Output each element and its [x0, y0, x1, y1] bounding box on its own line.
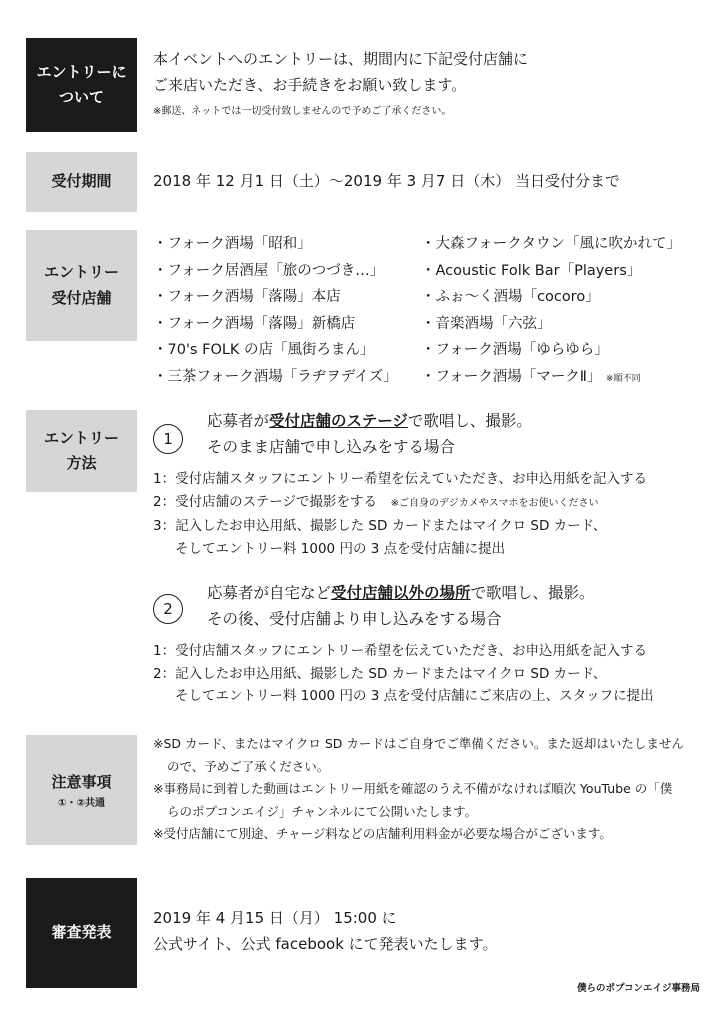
label-stores-line2: 受付店舗 [51, 288, 112, 307]
label-entry [26, 38, 137, 132]
entry-note: ※郵送、ネットでは一切受付致しませんので予めご了承ください。 [153, 106, 452, 117]
period-text: 2018 年 12 月1 日（土）〜2019 年 3 月7 日（木） 当日受付分まで [153, 172, 620, 190]
store-item: ・音楽酒場「六弦」 [421, 315, 552, 332]
store-item: ・ふぉ〜く酒場「cocoro」 [421, 289, 600, 306]
method2-line2: その後、受付店舗より申し込みをする場合 [207, 610, 502, 628]
store-item: ・フォーク酒場「ゆらゆら」 [421, 342, 609, 359]
method2-emph: 受付店舗以外の場所 [331, 584, 471, 602]
method2-heading [207, 580, 595, 632]
label-notes [26, 735, 137, 845]
method1-pre: 応募者が [207, 412, 270, 430]
method1-step2: 2：受付店舗のステージで撮影をする [153, 493, 378, 510]
entry-line2: ご来店いただき、お手続きをお願い致します。 [153, 76, 467, 94]
method1-steps [153, 468, 647, 560]
entry-line1: 本イベントへのエントリーは、期間内に下記受付店舗に [153, 50, 529, 68]
label-notes-text: 注意事項 [51, 772, 112, 791]
label-method-line1: エントリー [43, 428, 119, 447]
label-announce [26, 878, 137, 988]
method2-pre: 応募者が自宅など [207, 584, 332, 602]
label-notes-sub: ①・②共通 [58, 798, 105, 810]
label-announce-text: 審査発表 [51, 923, 112, 942]
method-content [153, 408, 708, 708]
store-item-text: ・フォーク酒場「マークⅡ」 [421, 368, 602, 385]
label-period-text: 受付期間 [51, 172, 112, 191]
label-stores-line1: エントリー [43, 263, 119, 281]
method1-post: で歌唱し、撮影。 [407, 412, 532, 430]
stores-left-column [153, 231, 398, 391]
stores-list [153, 231, 708, 396]
note2b: らのポプコンエイジ」チャンネルにて公開いたします。 [167, 803, 478, 819]
method1-emph: 受付店舗のステージ [269, 412, 408, 430]
method2-step2b: そしてエントリー料 1000 円の 3 点を受付店舗にご来店の上、スタッフに提出 [175, 688, 654, 704]
method2-step2a: 2：記入したお申込用紙、撮影した SD カードまたはマイクロ SD カード、 [153, 665, 607, 682]
order-note: ※順不同 [606, 373, 641, 384]
method1-step1: 1：受付店舗スタッフにエントリー希望を伝えていただき、お申込用紙を記入する [153, 471, 648, 487]
method1-heading [207, 408, 532, 460]
store-item: ・三茶フォーク酒場「ラヂヲデイズ」 [153, 368, 398, 385]
label-entry-line2: ついて [58, 88, 104, 106]
method2-steps [153, 640, 654, 708]
method2-step1: 1：受付店舗スタッフにエントリー希望を伝えていただき、お申込用紙を記入する [153, 643, 648, 659]
method2-post: で歌唱し、撮影。 [470, 584, 595, 602]
store-item: ・フォーク酒場「落陽」新橋店 [153, 315, 356, 332]
method1-step3a: 3：記入したお申込用紙、撮影した SD カードまたはマイクロ SD カード、 [153, 518, 607, 534]
label-stores [26, 230, 137, 341]
announce-line1: 2019 年 4 月15 日（月） 15:00 に [153, 909, 397, 927]
notes-content [153, 733, 708, 846]
store-item: ・フォーク酒場「落陽」本店 [153, 289, 341, 306]
store-item [421, 364, 681, 393]
announce-content [153, 905, 708, 957]
note2a: ※事務局に到着した動画はエントリー用紙を確認のうえ不備がなければ順次 YouTube の「僕 [153, 781, 673, 796]
method2-number: 2 [153, 594, 183, 624]
label-method-line2: 方法 [66, 454, 97, 472]
stores-right-column [421, 231, 681, 393]
note3: ※受付店舗にて別途、チャージ料などの店舗利用料金が必要な場合がございます。 [153, 826, 612, 841]
store-item: ・フォーク酒場「昭和」 [153, 236, 312, 252]
method1-step3b: そしてエントリー料 1000 円の 3 点を受付店舗に提出 [175, 540, 506, 557]
announce-line2: 公式サイト、公式 facebook にて発表いたします。 [153, 935, 498, 953]
footer-org: 僕らのポプコンエイジ事務局 [576, 983, 700, 994]
store-item: ・70's FOLK の店「風街ろまん」 [153, 342, 375, 359]
label-method [26, 410, 137, 492]
entry-content [153, 46, 708, 117]
label-period [26, 152, 137, 212]
note1b: ので、予めご了承ください。 [167, 758, 330, 774]
method1-step2-note: ※ご自身のデジカメやスマホをお使いください [390, 497, 599, 509]
note1a: ※SD カード、またはマイクロ SD カードはご自身でご準備ください。また返却はいたしません [153, 736, 684, 751]
label-entry-line1: エントリーに [36, 62, 127, 81]
store-item: ・Acoustic Folk Bar「Players」 [421, 262, 642, 279]
method1-number: 1 [153, 424, 183, 454]
store-item: ・フォーク居酒屋「旅のつづき…」 [153, 262, 385, 279]
store-item: ・大森フォークタウン「風に吹かれて」 [421, 236, 681, 252]
method1-line2: そのまま店舗で申し込みをする場合 [207, 438, 456, 456]
